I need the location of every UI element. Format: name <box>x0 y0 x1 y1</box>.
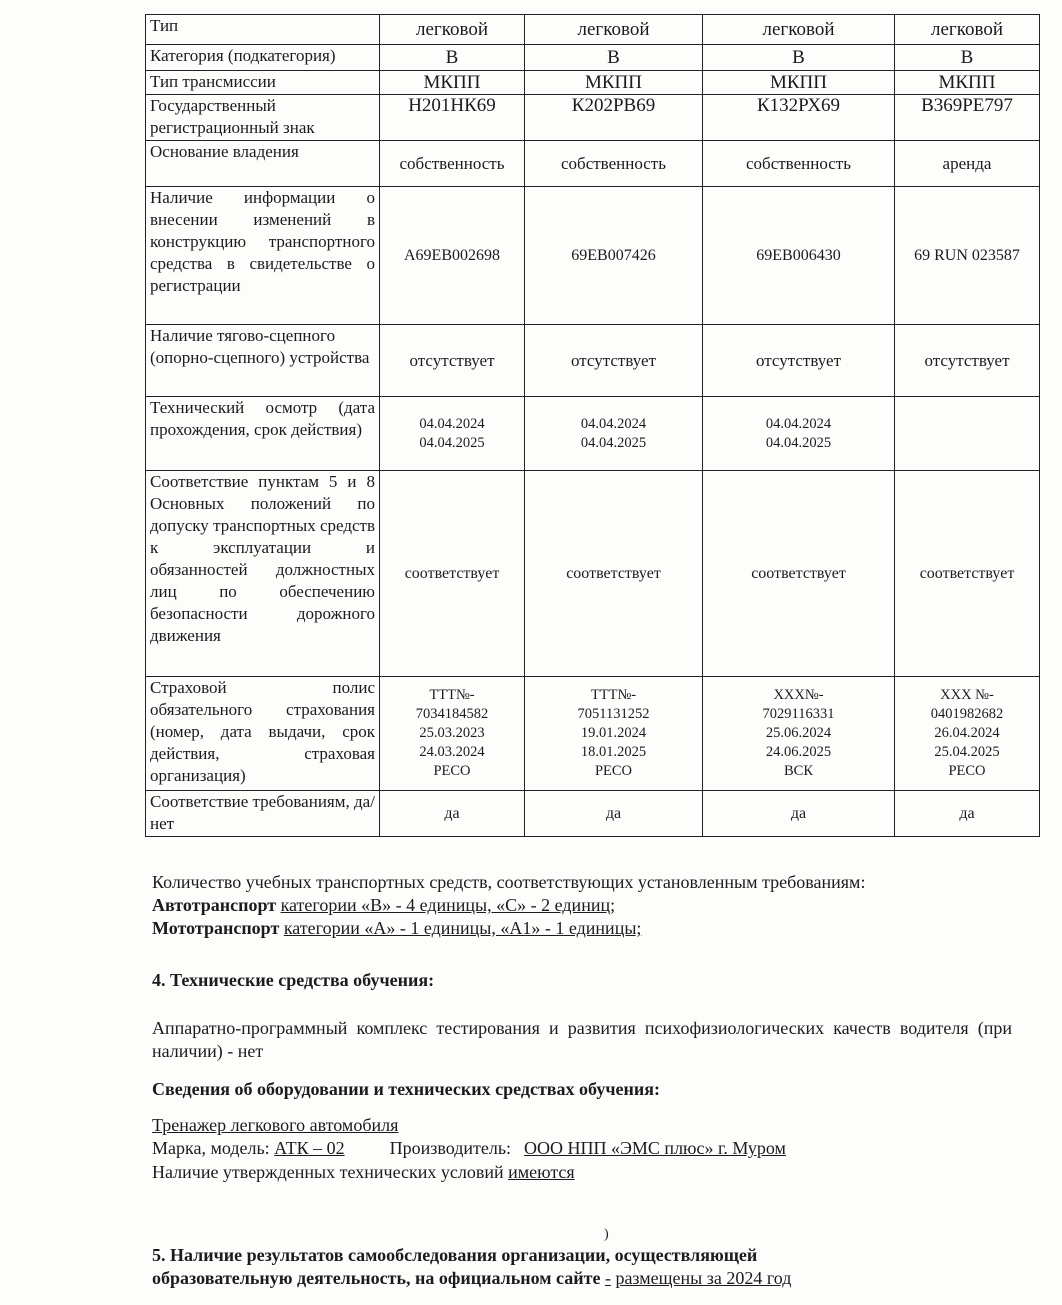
table-row <box>146 325 1040 397</box>
policy-insurer: РЕСО <box>948 763 986 779</box>
row-label-plate: Государственный регистрационный знак <box>146 95 380 141</box>
conditions-line <box>152 1161 575 1184</box>
policy-series: ХХХ№- <box>773 687 824 703</box>
stray-mark: ) <box>604 1227 609 1242</box>
moto-value: категории «А» - 1 единицы, «А1» - 1 единицы; <box>283 918 642 938</box>
section-5-text: образовательную деятельность, на официальном сайте <box>152 1268 601 1288</box>
policy-insurer: РЕСО <box>594 763 633 779</box>
auto-label: Автотранспорт <box>152 895 277 915</box>
cell: соответствует <box>380 471 525 677</box>
section-5-line-2 <box>152 1267 791 1290</box>
policy-series: ТТТ№- <box>590 687 637 703</box>
cell <box>525 677 703 791</box>
cell: 69 RUN 023587 <box>895 187 1040 325</box>
moto-label: Мототранспорт <box>152 918 280 938</box>
cell: легковой <box>703 15 895 45</box>
policy-issue-date: 26.04.2024 <box>934 725 1000 741</box>
equipment-heading: Сведения об оборудовании и технических средствах обучения: <box>152 1079 660 1099</box>
inspection-valid-until: 04.04.2025 <box>765 434 832 451</box>
cell: В369РЕ797 <box>895 95 1040 141</box>
brand-line <box>152 1137 786 1160</box>
table-row <box>146 95 1040 141</box>
cell: легковой <box>525 15 703 45</box>
table-row <box>146 397 1040 471</box>
table-row <box>146 141 1040 187</box>
cell: соответствует <box>895 471 1040 677</box>
maker-label: Производитель: <box>389 1138 512 1158</box>
table-row <box>146 71 1040 95</box>
section-5-dash: - <box>604 1268 611 1288</box>
inspection-date: 04.04.2024 <box>419 415 485 432</box>
row-label-category: Категория (подкатегория) <box>146 45 380 71</box>
inspection-date: 04.04.2024 <box>765 415 832 432</box>
row-label-requirements: Соответствие требованиям, да/нет <box>146 791 380 837</box>
cell: B <box>380 45 525 71</box>
cell <box>703 397 895 471</box>
cell-empty <box>895 397 1040 471</box>
vehicles-table <box>145 14 1040 837</box>
table-row <box>146 471 1040 677</box>
cell: аренда <box>895 141 1040 187</box>
cell: МКПП <box>703 71 895 95</box>
cell <box>380 397 525 471</box>
policy-number: 7051131252 <box>577 706 650 722</box>
cell: да <box>895 791 1040 837</box>
cell: B <box>525 45 703 71</box>
cell: легковой <box>380 15 525 45</box>
section-5-line-1: 5. Наличие результатов самообследования организации, осуществляющей <box>152 1245 758 1265</box>
cell: 69ЕВ006430 <box>703 187 895 325</box>
table-row <box>146 791 1040 837</box>
table-row <box>146 15 1040 45</box>
auto-line <box>152 894 1012 917</box>
cell: А69ЕВ002698 <box>380 187 525 325</box>
policy-insurer: ВСК <box>783 763 813 779</box>
cell: да <box>380 791 525 837</box>
table-row <box>146 187 1040 325</box>
maker-value: ООО НПП «ЭМС плюс» г. Муром <box>524 1138 786 1158</box>
section-5-value: размещены за 2024 год <box>615 1268 792 1288</box>
cell: К132РХ69 <box>703 95 895 141</box>
cell: отсутствует <box>895 325 1040 397</box>
row-label-modifications: Наличие информации о внесении изменений в конструкцию транспортного средства в свидетельстве о регистрации <box>146 187 380 325</box>
cell: соответствует <box>525 471 703 677</box>
cell <box>703 677 895 791</box>
row-label-insurance: Страховой полис обязательного страхования (номер, дата выдачи, срок действия, страховая организация) <box>146 677 380 791</box>
conditions-label: Наличие утвержденных технических условий <box>152 1162 504 1182</box>
cell: 69ЕВ007426 <box>525 187 703 325</box>
cell: Н201НК69 <box>380 95 525 141</box>
policy-insurer: РЕСО <box>433 763 471 779</box>
brand-label: Марка, модель: <box>152 1138 270 1158</box>
policy-valid-until: 24.03.2024 <box>419 744 485 760</box>
inspection-valid-until: 04.04.2025 <box>419 434 485 451</box>
row-label-transmission: Тип трансмиссии <box>146 71 380 95</box>
policy-valid-until: 18.01.2025 <box>580 744 647 760</box>
cell <box>380 677 525 791</box>
row-label-ownership: Основание владения <box>146 141 380 187</box>
policy-valid-until: 24.06.2025 <box>765 744 832 760</box>
row-label-inspection: Технический осмотр (дата прохождения, срок действия) <box>146 397 380 471</box>
policy-number: 7029116331 <box>762 706 835 722</box>
cell: отсутствует <box>703 325 895 397</box>
policy-issue-date: 25.06.2024 <box>765 725 832 741</box>
cell: да <box>525 791 703 837</box>
inspection-valid-until: 04.04.2025 <box>580 434 647 451</box>
cell: МКПП <box>380 71 525 95</box>
auto-value: категории «В» - 4 единицы, «С» - 2 единиц; <box>280 895 616 915</box>
inspection-date: 04.04.2024 <box>580 415 647 432</box>
section-4-heading: 4. Технические средства обучения: <box>152 970 435 990</box>
apk-text: Аппаратно-программный комплекс тестирования и развития психофизиологических качеств водителя (при наличии) - нет <box>152 1018 1012 1061</box>
cell: легковой <box>895 15 1040 45</box>
cell: отсутствует <box>380 325 525 397</box>
cell: соответствует <box>703 471 895 677</box>
cell: да <box>703 791 895 837</box>
vehicles-count-intro: Количество учебных транспортных средств, соответствующих установленным требованиям: <box>152 872 866 892</box>
policy-issue-date: 19.01.2024 <box>580 725 647 741</box>
vehicles-count-block <box>152 871 1012 940</box>
cell: собственность <box>525 141 703 187</box>
row-label-type: Тип <box>146 15 380 45</box>
cell: МКПП <box>895 71 1040 95</box>
moto-line <box>152 917 1012 940</box>
simulator-title: Тренажер легкового автомобиля <box>152 1115 399 1135</box>
cell <box>525 397 703 471</box>
table-row <box>146 677 1040 791</box>
cell: МКПП <box>525 71 703 95</box>
cell: B <box>895 45 1040 71</box>
policy-number: 0401982682 <box>930 706 1004 722</box>
cell: собственность <box>380 141 525 187</box>
policy-valid-until: 25.04.2025 <box>934 744 1000 760</box>
table-row <box>146 45 1040 71</box>
policy-number: 7034184582 <box>415 706 489 722</box>
cell: собственность <box>703 141 895 187</box>
cell: B <box>703 45 895 71</box>
row-label-towbar: Наличие тягово-сцепного (опорно-сцепного) устройства <box>146 325 380 397</box>
conditions-value: имеются <box>508 1162 575 1182</box>
cell: К202РВ69 <box>525 95 703 141</box>
row-label-compliance-rules: Соответствие пунктам 5 и 8 Основных положений по допуску транспортных средств к эксплуатации и обязанностей должностных лиц по обеспечению безопасности дорожного движения <box>146 471 380 677</box>
cell: отсутствует <box>525 325 703 397</box>
brand-value: АТК – 02 <box>274 1138 345 1158</box>
policy-series: ХХХ №- <box>940 687 994 703</box>
policy-issue-date: 25.03.2023 <box>419 725 485 741</box>
cell <box>895 677 1040 791</box>
policy-series: ТТТ№- <box>429 687 475 703</box>
